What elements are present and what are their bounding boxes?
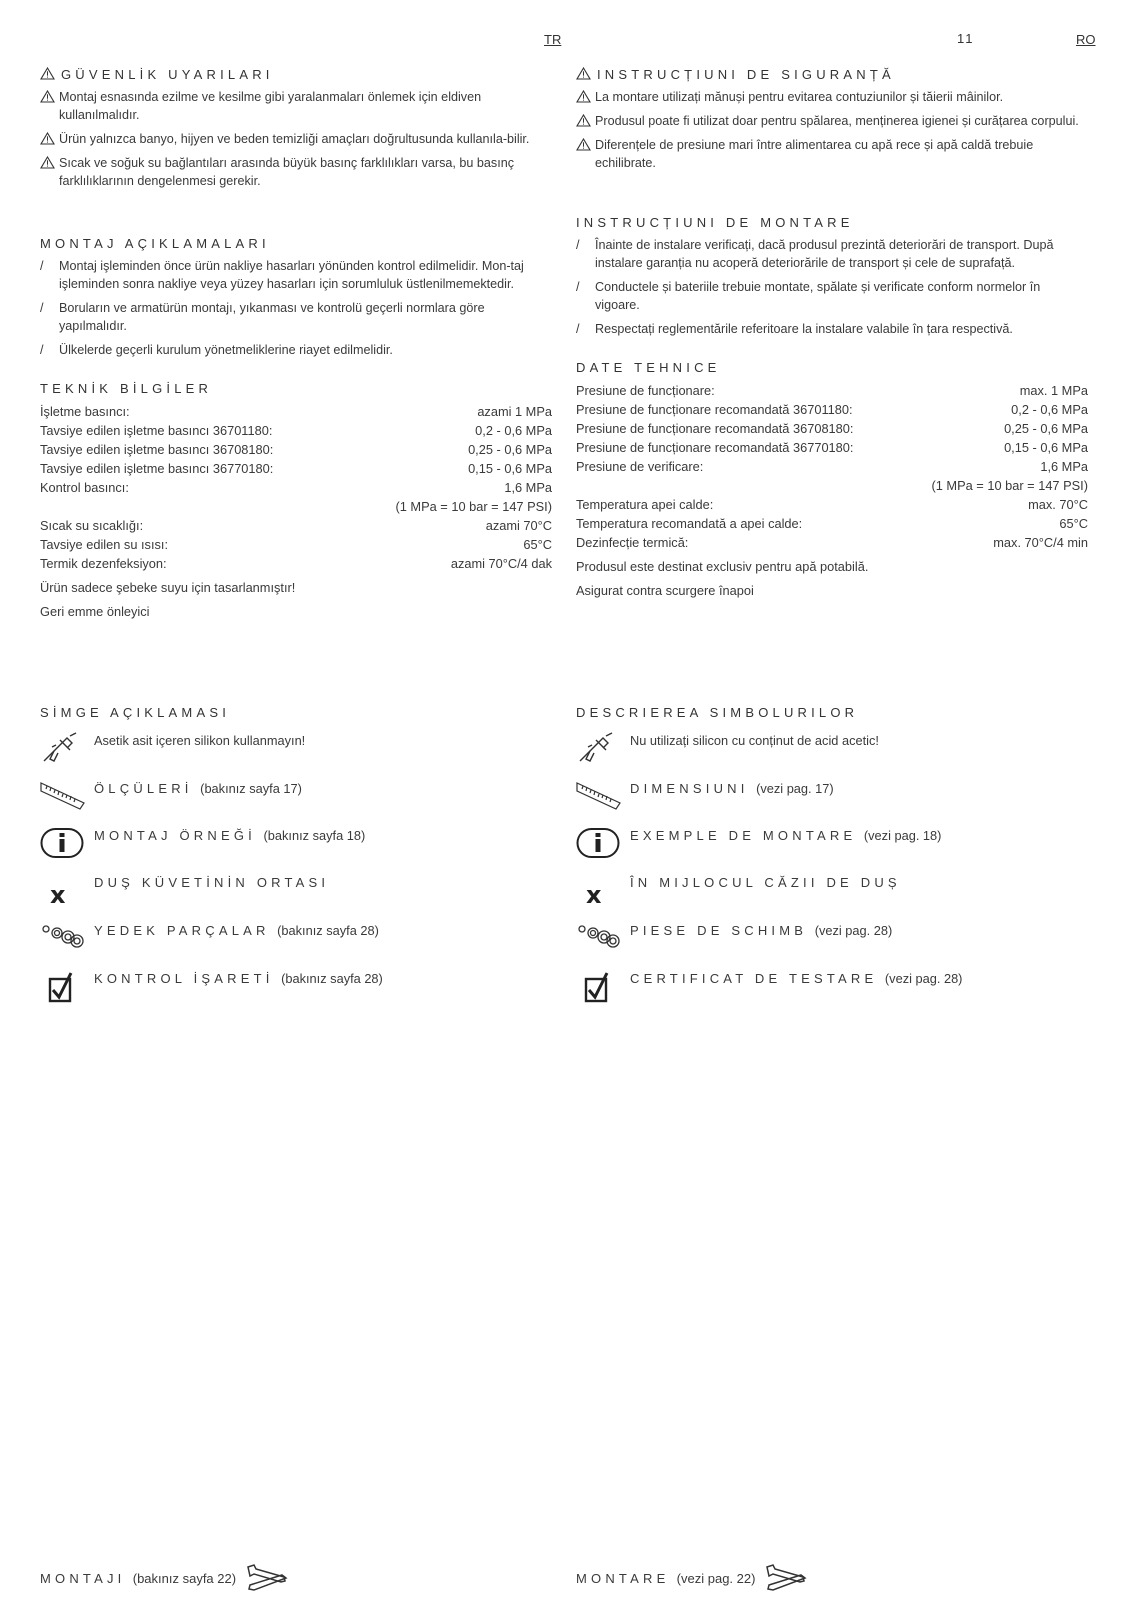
symbol-label xyxy=(630,733,879,748)
tech-label: Tavsiye edilen işletme basıncı 36770180: xyxy=(40,461,274,476)
tech-label: Presiune de funcționare recomandată 36770180: xyxy=(576,440,854,455)
tech-value: 0,15 - 0,6 MPa xyxy=(468,461,552,476)
tech-table-ro xyxy=(576,381,1088,476)
install-item: / Conductele și bateriile trebuie montate, spălate și verificate conform normelor în vigoare. xyxy=(576,280,1041,312)
tech-label: İşletme basıncı: xyxy=(40,404,130,419)
tech-row xyxy=(576,514,1088,533)
tech-value: 1,6 MPa xyxy=(1040,459,1088,474)
x-mark-icon xyxy=(40,873,86,913)
tech-row xyxy=(40,402,552,421)
tech-row xyxy=(40,535,552,554)
symbol-text: (vezi pag. 28) xyxy=(881,971,963,986)
symbol-caps: ÖLÇÜLERİ xyxy=(94,781,193,796)
symbol-caps: KONTROL İŞARETİ xyxy=(94,971,274,986)
warning-icon xyxy=(40,130,56,145)
tech-value: max. 1 MPa xyxy=(1019,383,1088,398)
symbol-text: (bakınız sayfa 28) xyxy=(277,971,383,986)
install-item: / Înainte de instalare verificați, dacă produsul prezintă deteriorări de transport. După instalare garanția nu acoperă deteriorările de transport și cele de suprafață. xyxy=(576,238,1054,270)
install-heading-tr: MONTAJ AÇIKLAMALARI xyxy=(40,236,270,251)
tech-row xyxy=(40,554,552,573)
symbol-caps: MONTAJ ÖRNEĞİ xyxy=(94,828,256,843)
symbol-row xyxy=(40,969,552,1009)
safety-item: Produsul poate fi utilizat doar pentru spălarea, menținerea igienei și curățarea corpului. xyxy=(576,112,1088,130)
warning-icon xyxy=(40,67,55,80)
tech-row xyxy=(40,459,552,478)
tech-table2-tr xyxy=(40,516,552,573)
tech-section-tr xyxy=(40,381,552,621)
tech-table-tr xyxy=(40,402,552,497)
safety-heading-ro: INSTRUCȚIUNI DE SIGURANȚĂ xyxy=(576,67,1088,82)
symbol-label xyxy=(94,828,365,843)
symbol-caps: DUŞ KÜVETİNİN ORTASI xyxy=(94,875,330,890)
note-tr-1: Ürün sadece şebeke suyu için tasarlanmıştır! xyxy=(40,580,296,595)
symbol-label xyxy=(94,923,379,938)
note-ro-1: Produsul este destinat exclusiv pentru apă potabilă. xyxy=(576,559,869,574)
note-ro-2: Asigurat contra scurgere înapoi xyxy=(576,583,754,598)
symbol-text: Nu utilizați silicon cu conținut de acid acetic! xyxy=(630,733,879,748)
symbol-row xyxy=(576,873,1088,913)
checkbox-icon xyxy=(576,969,622,1009)
symbol-label xyxy=(630,781,834,796)
tech-value: 0,25 - 0,6 MPa xyxy=(1004,421,1088,436)
install-section-ro xyxy=(576,215,1088,344)
tech-row xyxy=(576,457,1088,476)
warning-icon xyxy=(40,154,56,169)
tech-label: Tavsiye edilen işletme basıncı 36708180: xyxy=(40,442,274,457)
safety-section-ro xyxy=(576,67,1088,178)
note-tr-2: Geri emme önleyici xyxy=(40,604,150,619)
symbol-row xyxy=(576,969,1088,1009)
symbol-row xyxy=(40,921,552,961)
symbol-caps: ÎN MIJLOCUL CĂZII DE DUȘ xyxy=(630,875,901,890)
warning-icon xyxy=(576,67,591,80)
tech-note-ro: (1 MPa = 10 bar = 147 PSI) xyxy=(931,478,1088,493)
tech-label: Temperatura recomandată a apei calde: xyxy=(576,516,803,531)
tech-row xyxy=(576,495,1088,514)
symbol-row xyxy=(40,826,552,866)
symbol-label xyxy=(94,733,305,748)
symbol-caps: EXEMPLE DE MONTARE xyxy=(630,828,857,843)
symbol-row xyxy=(576,826,1088,866)
tech-value: azami 1 MPa xyxy=(477,404,552,419)
symbol-row xyxy=(576,779,1088,819)
install-item: / Montaj işleminden önce ürün nakliye hasarları yönünden kontrol edilmelidir. Mon-taj işleminden sonra nakliye veya yüzey hasarları için sorumluluk üstlenilmemektedir. xyxy=(40,259,524,291)
tech-label: Kontrol basıncı: xyxy=(40,480,129,495)
tech-row xyxy=(576,533,1088,552)
tech-heading-ro: DATE TEHNICE xyxy=(576,360,721,375)
tech-value: azami 70°C/4 dak xyxy=(450,556,552,571)
symbols-heading-tr: SİMGE AÇIKLAMASI xyxy=(40,705,231,720)
spare-parts-icon xyxy=(40,921,86,961)
symbol-row xyxy=(40,873,552,913)
install-item: / Boruların ve armatürün montajı, yıkanması ve kontrolü geçerli normlara göre yapılmalıdır. xyxy=(40,301,485,333)
symbol-row xyxy=(40,731,552,771)
language-label-tr: TR xyxy=(544,32,562,47)
ruler-icon xyxy=(576,779,622,819)
symbol-label xyxy=(94,781,302,796)
safety-item: Diferențele de presiune mari între alimentarea cu apă rece și apă caldă trebuie echilibrate. xyxy=(576,136,1088,172)
symbol-text: (bakınız sayfa 18) xyxy=(259,828,366,843)
wrench-icon xyxy=(244,1563,288,1596)
tech-note-tr: (1 MPa = 10 bar = 147 PSI) xyxy=(395,499,552,514)
install-item: / Respectați reglementările referitoare la instalare valabile în țara respectivă. xyxy=(576,322,1013,336)
tech-value: max. 70°C/4 min xyxy=(993,535,1088,550)
warning-icon xyxy=(576,88,592,103)
ruler-icon xyxy=(40,779,86,819)
safety-section-tr xyxy=(40,67,552,196)
language-label-ro: RO xyxy=(1076,32,1096,47)
symbol-row xyxy=(576,731,1088,771)
info-icon xyxy=(40,826,86,866)
tech-label: Dezinfecție termică: xyxy=(576,535,689,550)
tech-value: 0,2 - 0,6 MPa xyxy=(1011,402,1088,417)
safety-item: La montare utilizați mănuși pentru evitarea contuziunilor și tăierii mâinilor. xyxy=(576,88,1088,106)
caulking-gun-icon xyxy=(576,731,622,771)
symbols-section-tr xyxy=(40,705,552,726)
tech-label: Presiune de funcționare recomandată 36708180: xyxy=(576,421,854,436)
symbol-row xyxy=(40,779,552,819)
symbol-text: (bakınız sayfa 17) xyxy=(196,781,302,796)
checkbox-icon xyxy=(40,969,86,1009)
tech-heading-tr: TEKNİK BİLGİLER xyxy=(40,381,213,396)
svg-text:x: x xyxy=(586,881,602,907)
tech-row xyxy=(40,440,552,459)
symbol-text: (bakınız sayfa 28) xyxy=(273,923,379,938)
safety-heading-tr: GÜVENLİK UYARILARI xyxy=(40,67,552,82)
tech-value: 1,6 MPa xyxy=(504,480,552,495)
tech-label: Presiune de verificare: xyxy=(576,459,704,474)
svg-text:x: x xyxy=(50,881,66,907)
safety-item: Montaj esnasında ezilme ve kesilme gibi yaralanmaları önlemek için eldiven kullanılmalıdır. xyxy=(40,88,552,124)
symbol-label xyxy=(630,923,892,938)
symbols-section-ro xyxy=(576,705,1088,726)
symbol-text: Asetik asit içeren silikon kullanmayın! xyxy=(94,733,306,748)
install-heading-ro: INSTRUCȚIUNI DE MONTARE xyxy=(576,215,854,230)
tech-value: 0,2 - 0,6 MPa xyxy=(475,423,552,438)
x-mark-icon xyxy=(576,873,622,913)
tech-value: 65°C xyxy=(1059,516,1088,531)
spare-parts-icon xyxy=(576,921,622,961)
symbol-row xyxy=(576,921,1088,961)
tech-value: 0,15 - 0,6 MPa xyxy=(1004,440,1088,455)
footer-tr: MONTAJI (bakınız sayfa 22) xyxy=(40,1563,288,1596)
symbol-label xyxy=(630,875,901,890)
tech-row xyxy=(40,516,552,535)
tech-row xyxy=(40,421,552,440)
tech-label: Presiune de funcționare recomandată 36701180: xyxy=(576,402,853,417)
tech-value: max. 70°C xyxy=(1028,497,1088,512)
safety-item: Sıcak ve soğuk su bağlantıları arasında büyük basınç farklılıkları varsa, bu basınç farklılıklarının dengelenmesi gerekir. xyxy=(40,154,552,190)
symbol-label xyxy=(94,875,329,890)
tech-label: Presiune de funcționare: xyxy=(576,383,715,398)
symbol-text: (vezi pag. 28) xyxy=(811,923,893,938)
tech-row xyxy=(576,400,1088,419)
warning-icon xyxy=(40,88,56,103)
tech-value: 65°C xyxy=(523,537,552,552)
page-number: 11 xyxy=(957,31,975,46)
tech-value: 0,25 - 0,6 MPa xyxy=(468,442,552,457)
tech-section-ro xyxy=(576,360,1088,600)
tech-row xyxy=(576,419,1088,438)
wrench-icon xyxy=(763,1563,807,1596)
footer-ro: MONTARE (vezi pag. 22) xyxy=(576,1563,807,1596)
symbol-caps: DIMENSIUNI xyxy=(630,781,749,796)
tech-label: Temperatura apei calde: xyxy=(576,497,714,512)
tech-label: Termik dezenfeksiyon: xyxy=(40,556,167,571)
symbol-label xyxy=(630,971,962,986)
symbol-caps: PIESE DE SCHIMB xyxy=(630,923,808,938)
symbol-caps: CERTIFICAT DE TESTARE xyxy=(630,971,878,986)
tech-value: azami 70°C xyxy=(485,518,552,533)
tech-table2-ro xyxy=(576,495,1088,552)
install-section-tr xyxy=(40,236,552,365)
tech-label: Tavsiye edilen işletme basıncı 36701180: xyxy=(40,423,273,438)
warning-icon xyxy=(576,112,592,127)
caulking-gun-icon xyxy=(40,731,86,771)
tech-row xyxy=(576,381,1088,400)
symbols-heading-ro: DESCRIEREA SIMBOLURILOR xyxy=(576,705,859,720)
install-item: / Ülkelerde geçerli kurulum yönetmeliklerine riayet edilmelidir. xyxy=(40,343,393,357)
tech-label: Sıcak su sıcaklığı: xyxy=(40,518,144,533)
tech-row xyxy=(40,478,552,497)
symbol-caps: YEDEK PARÇALAR xyxy=(94,923,270,938)
warning-icon xyxy=(576,136,592,151)
tech-row xyxy=(576,438,1088,457)
safety-item: Ürün yalnızca banyo, hijyen ve beden temizliği amaçları doğrultusunda kullanıla-bilir. xyxy=(40,130,552,148)
symbol-text: (vezi pag. 17) xyxy=(752,781,834,796)
symbol-label xyxy=(94,971,383,986)
symbol-label xyxy=(630,828,941,843)
tech-label: Tavsiye edilen su ısısı: xyxy=(40,537,169,552)
info-icon xyxy=(576,826,622,866)
symbol-text: (vezi pag. 18) xyxy=(860,828,942,843)
